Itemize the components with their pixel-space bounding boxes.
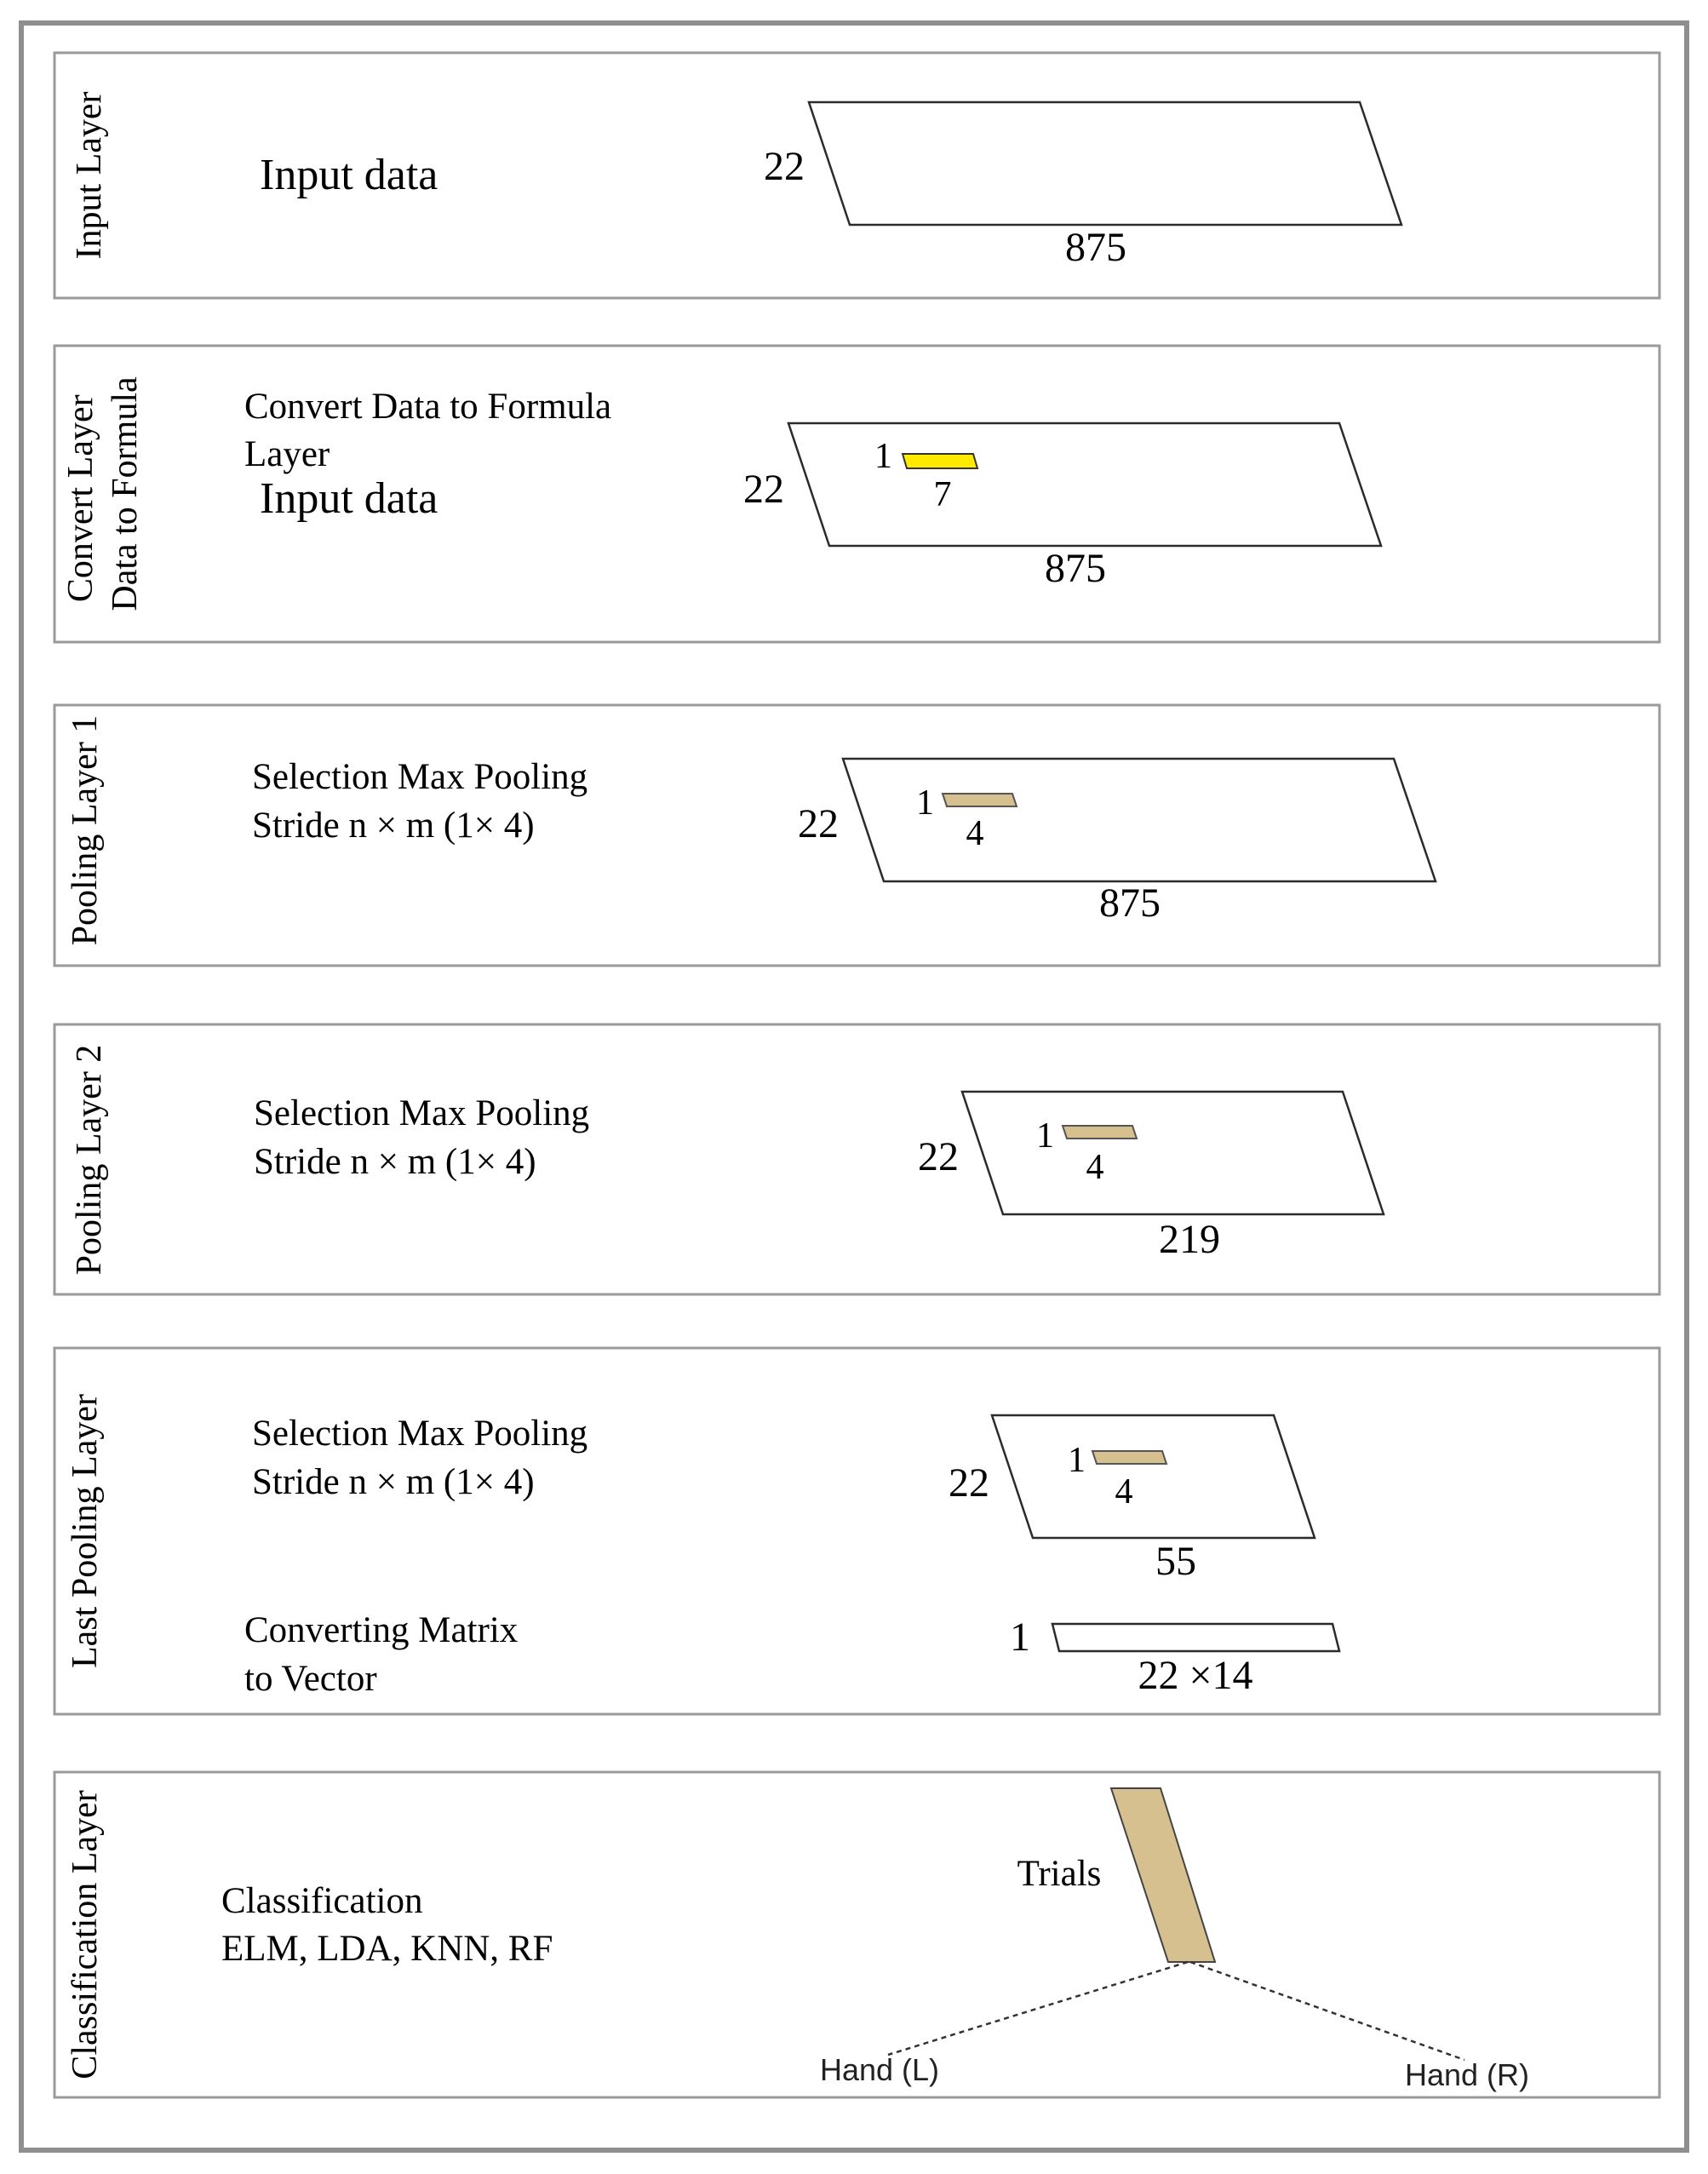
side-label-line: Classification Layer bbox=[66, 1790, 105, 2079]
side-label bbox=[66, 715, 105, 946]
vector-plane bbox=[1052, 1624, 1339, 1651]
kernel-rows-label: 1 bbox=[916, 783, 934, 823]
side-label bbox=[66, 1790, 105, 2079]
panel-input-layer bbox=[54, 53, 1659, 298]
plane-cols-label: 219 bbox=[1159, 1217, 1220, 1262]
panel-last-pooling-layer bbox=[54, 1348, 1659, 1714]
plane-rows-label: 22 bbox=[918, 1134, 959, 1179]
panel-classification-layer bbox=[54, 1772, 1659, 2097]
output-label-left: Hand (L) bbox=[819, 2052, 940, 2087]
plane-rows-label: 22 bbox=[798, 801, 839, 846]
vector-cols-label: 22 ×14 bbox=[1138, 1653, 1253, 1698]
kernel-rows-label: 1 bbox=[1068, 1441, 1086, 1480]
feature-plane bbox=[992, 1415, 1315, 1538]
kernel-cols-label: 4 bbox=[966, 814, 984, 853]
plane-cols-label: 875 bbox=[1099, 880, 1161, 926]
side-label-line: Last Pooling Layer bbox=[66, 1394, 105, 1668]
kernel-cols-label: 4 bbox=[1086, 1148, 1104, 1187]
side-label bbox=[66, 1394, 105, 1668]
side-label bbox=[70, 1045, 109, 1276]
kernel-rows-label: 1 bbox=[874, 437, 892, 476]
plane-cols-label: 875 bbox=[1065, 225, 1126, 270]
vector-description-line: to Vector bbox=[244, 1659, 377, 1699]
kernel-cols-label: 4 bbox=[1115, 1472, 1133, 1511]
main-text: Input data bbox=[260, 474, 438, 523]
description-line: Stride n × m (1× 4) bbox=[252, 1462, 535, 1502]
description-line: ELM, LDA, KNN, RF bbox=[221, 1929, 553, 1969]
plane-cols-label: 55 bbox=[1155, 1539, 1196, 1584]
panel-pooling-layer-1 bbox=[54, 705, 1659, 966]
output-label-right: Hand (R) bbox=[1404, 2057, 1530, 2092]
side-label-line: Input Layer bbox=[70, 91, 109, 260]
trials-label: Trials bbox=[1017, 1854, 1102, 1894]
panel-convert-layer bbox=[54, 346, 1659, 642]
side-label-line: Convert Layer bbox=[61, 394, 100, 603]
feature-plane bbox=[809, 102, 1401, 225]
kernel-block bbox=[943, 794, 1017, 806]
description-line: Stride n × m (1× 4) bbox=[252, 806, 535, 846]
plane-rows-label: 22 bbox=[949, 1460, 989, 1506]
panel-pooling-layer-2 bbox=[54, 1024, 1659, 1294]
kernel-cols-label: 7 bbox=[933, 475, 952, 514]
vector-description-line: Converting Matrix bbox=[244, 1610, 519, 1650]
kernel-block bbox=[1092, 1451, 1166, 1464]
kernel-block bbox=[1063, 1126, 1137, 1139]
side-label-line: Pooling Layer 1 bbox=[66, 714, 105, 946]
plane-rows-label: 22 bbox=[764, 144, 805, 189]
kernel-rows-label: 1 bbox=[1036, 1116, 1054, 1156]
plane-rows-label: 22 bbox=[743, 467, 784, 512]
kernel-block bbox=[903, 454, 977, 468]
side-label-line: Pooling Layer 2 bbox=[70, 1044, 109, 1276]
side-label bbox=[70, 91, 109, 259]
plane-cols-label: 875 bbox=[1045, 546, 1106, 591]
description-line: Stride n × m (1× 4) bbox=[254, 1142, 536, 1182]
description-line: Convert Data to Formula bbox=[244, 387, 612, 427]
description-line: Layer bbox=[244, 434, 330, 474]
main-text: Input data bbox=[260, 151, 438, 199]
vector-rows-label: 1 bbox=[1010, 1615, 1030, 1660]
feature-plane bbox=[962, 1092, 1384, 1214]
side-label-line: Data to Formula bbox=[106, 376, 145, 611]
description-line: Selection Max Pooling bbox=[254, 1093, 590, 1133]
description-line: Selection Max Pooling bbox=[252, 1414, 588, 1454]
description-line: Selection Max Pooling bbox=[252, 757, 588, 797]
description-line: Classification bbox=[221, 1881, 423, 1921]
